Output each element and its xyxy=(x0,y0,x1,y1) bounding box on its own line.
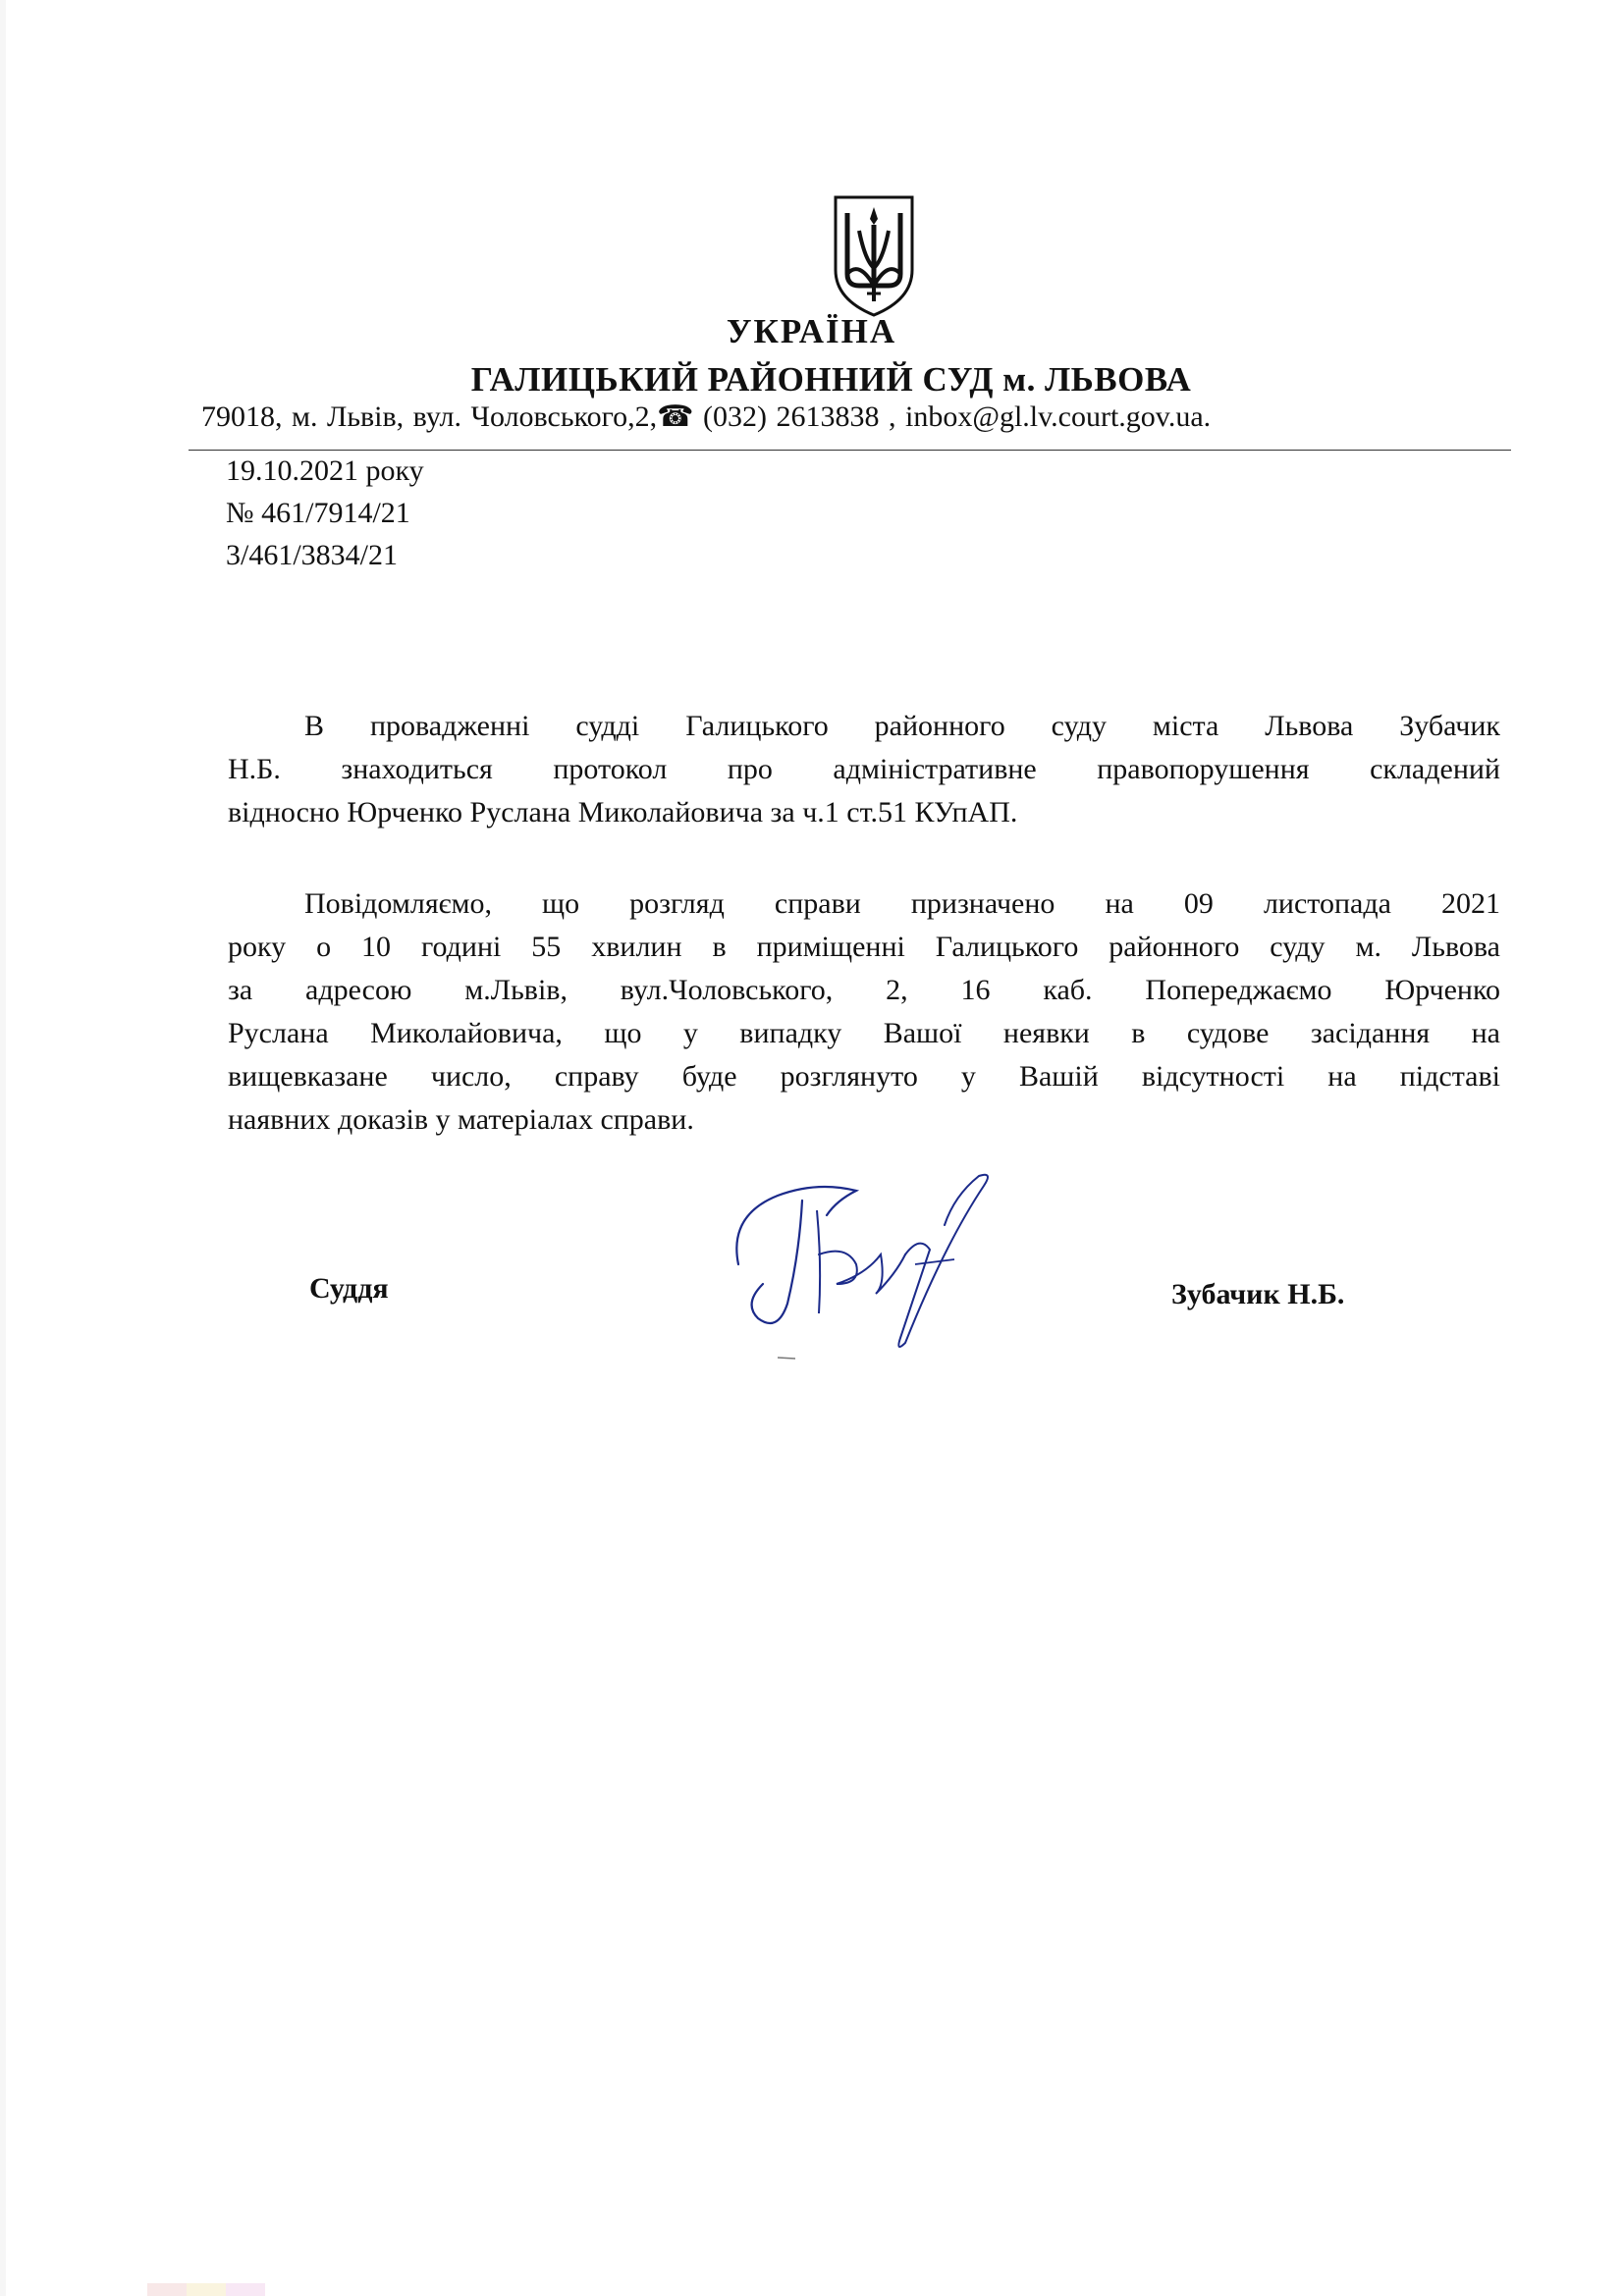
judge-name: Зубачик Н.Б. xyxy=(1171,1278,1345,1310)
handwritten-signature xyxy=(709,1156,1003,1372)
paragraph-line: за адресою м.Львів, вул.Чоловського, 2, 16 каб. Попереджаємо Юрченко xyxy=(228,974,1500,1006)
paragraph-line: вищевказане число, справу буде розглянуто у Вашій відсутності на підставі xyxy=(228,1060,1500,1093)
body-paragraph-1 xyxy=(228,705,1500,834)
paragraph-line: року о 10 годині 55 хвилин в приміщенні Галицького районного суду м. Львова xyxy=(228,931,1500,963)
judge-title: Суддя xyxy=(309,1272,389,1305)
body-paragraph-2 xyxy=(228,882,1500,1142)
registration-number: 3/461/3834/21 xyxy=(226,539,399,571)
paragraph-line: наявних доказів у матеріалах справи. xyxy=(228,1103,694,1136)
court-name-heading: ГАЛИЦЬКИЙ РАЙОННИЙ СУД м. ЛЬВОВА xyxy=(470,360,1192,399)
paragraph-line: Повідомляємо, що розгляд справи призначено на 09 листопада 2021 xyxy=(304,887,1500,920)
case-number: № 461/7914/21 xyxy=(226,497,410,529)
coat-of-arms-icon xyxy=(830,191,918,319)
scan-color-strip xyxy=(147,2275,285,2296)
paragraph-line: Н.Б. знаходиться протокол про адміністративне правопорушення складений xyxy=(228,753,1500,785)
paragraph-line: відносно Юрченко Руслана Миколайовича за ч.1 ст.51 КУпАП. xyxy=(228,796,1018,828)
paragraph-line: Руслана Миколайовича, що у випадку Вашої неявки в судове засідання на xyxy=(228,1017,1500,1049)
country-heading: УКРАЇНА xyxy=(726,312,897,350)
letter-date: 19.10.2021 року xyxy=(226,454,424,487)
court-address: 79018, м. Львів, вул. Чоловського,2,☎ (032) 2613838 , inbox@gl.lv.court.gov.ua. xyxy=(201,400,1212,433)
paragraph-line: В провадженні судді Галицького районного суду міста Львова Зубачик xyxy=(304,710,1500,742)
header-divider xyxy=(189,450,1511,451)
